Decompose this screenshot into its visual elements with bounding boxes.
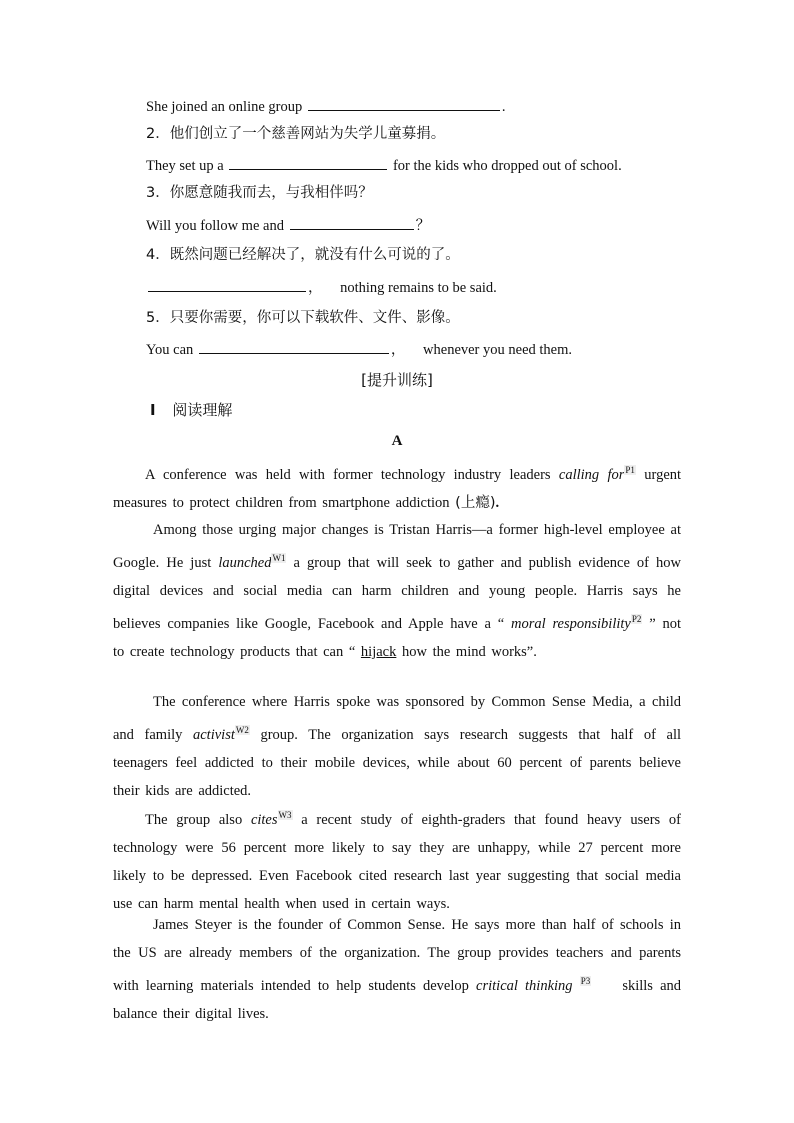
exercise-text: ， (308, 280, 323, 296)
vocab-term: moral responsibility (510, 616, 631, 632)
paragraph-text: Among those urging major changes is Tristan Harris—a former high-level employee at Google. He just (113, 522, 681, 571)
vocab-term: launched (218, 555, 272, 571)
answer-blank[interactable] (148, 277, 306, 292)
exercise-4-chinese (146, 245, 460, 265)
paragraph-text: skills and balance their digital lives. (113, 978, 682, 1022)
exercise-3-chinese (146, 183, 373, 203)
exercise-5-chinese (146, 308, 460, 328)
exercise-1-english (146, 96, 506, 117)
paragraph-text: A conference was held with former technology industry leaders (145, 467, 551, 483)
paragraph-3 (113, 688, 681, 805)
gloss-text: (上瘾) (455, 495, 496, 511)
exercise-prompt: 4．既然问题已经解决了，就没有什么可说的了。 (146, 247, 460, 263)
paragraph-text: James Steyer is the founder of Common Sense. He says more than half of schools in the US are already members of the organization. The group provides teachers and parents with learning materials intended to help students develop (113, 917, 681, 994)
answer-blank[interactable] (199, 339, 389, 354)
part-numeral: Ⅰ (150, 401, 156, 419)
paragraph-text: The group also (145, 812, 243, 828)
exercise-text: They set up a (146, 158, 224, 174)
exercise-prompt: 2．他们创立了一个慈善网站为失学儿童募捐。 (146, 126, 446, 142)
paragraph-text: urgent measures to protect children from smartphone addiction (113, 467, 682, 511)
answer-blank[interactable] (229, 155, 387, 170)
paragraph-text: how the mind works”. (401, 644, 537, 660)
vocab-term: critical thinking (476, 978, 573, 994)
answer-blank[interactable] (290, 215, 414, 230)
part-title: 阅读理解 (172, 401, 233, 419)
vocab-tag: W2 (235, 725, 249, 735)
exercise-2-chinese (146, 124, 445, 144)
paragraph-5 (113, 911, 681, 1028)
exercise-text: . (501, 99, 506, 115)
paragraph-text: . (495, 495, 500, 511)
vocab-tag: P3 (580, 976, 591, 986)
paragraph-text: a recent study of eighth-graders that found heavy users of technology were 56 percent more likely to say they are unhappy, while 27 percent more likely to be depressed. Even Facebook cited research last year suggesting that social media use can harm mental health when used in certain ways. (113, 812, 682, 912)
exercise-text: nothing remains to be said. (340, 280, 497, 296)
paragraph-text: group. The organization says research suggests that half of all teenagers feel addicted to their mobile devices, while about 60 percent of parents believe their kids are addicted. (113, 727, 681, 799)
exercise-text: ， (390, 342, 406, 358)
vocab-term: cites (250, 812, 278, 828)
exercise-4-english (146, 277, 497, 298)
exercise-text: whenever you need them. (423, 342, 573, 358)
exercise-prompt: 5．只要你需要，你可以下载软件、文件、影像。 (146, 310, 460, 326)
answer-blank[interactable] (308, 96, 500, 111)
paragraph-2 (113, 516, 681, 666)
underlined-word: hijack (360, 644, 397, 660)
exercise-text: for the kids who dropped out of school. (392, 158, 622, 174)
vocab-tag: W3 (278, 810, 292, 820)
vocab-tag: W1 (272, 553, 286, 563)
part-heading (150, 400, 232, 420)
paragraph-text: The conference where Harris spoke was sponsored by Common Sense Media, a child and family (113, 694, 681, 743)
paragraph-text: a group that will seek to gather and publish evidence of how digital devices and social media can harm children and young people. Harris says he believes companies like Google, Facebook and Apple have a “ (113, 555, 682, 632)
exercise-5-english (146, 339, 572, 360)
exercise-3-english (146, 215, 430, 236)
exercise-prompt: 3．你愿意随我而去，与我相伴吗？ (146, 185, 373, 201)
exercise-2-english (146, 155, 622, 176)
exercise-text: ？ (415, 218, 431, 234)
section-heading-text: [提升训练] (361, 371, 433, 389)
vocab-term: activist (192, 727, 235, 743)
exercise-text: She joined an online group (146, 99, 303, 115)
exercise-text: Will you follow me and (146, 218, 284, 234)
vocab-tag: P2 (631, 614, 642, 624)
vocab-tag: P1 (625, 465, 635, 475)
exercise-text: You can (146, 342, 194, 358)
paragraph-text: ” not to create technology products that can “ (113, 616, 681, 660)
vocab-term: calling for (558, 467, 625, 483)
paragraph-4 (113, 801, 681, 918)
paragraph-1 (113, 456, 681, 517)
passage-label-text: A (391, 433, 403, 449)
passage-label (0, 431, 794, 451)
section-heading (0, 370, 794, 390)
